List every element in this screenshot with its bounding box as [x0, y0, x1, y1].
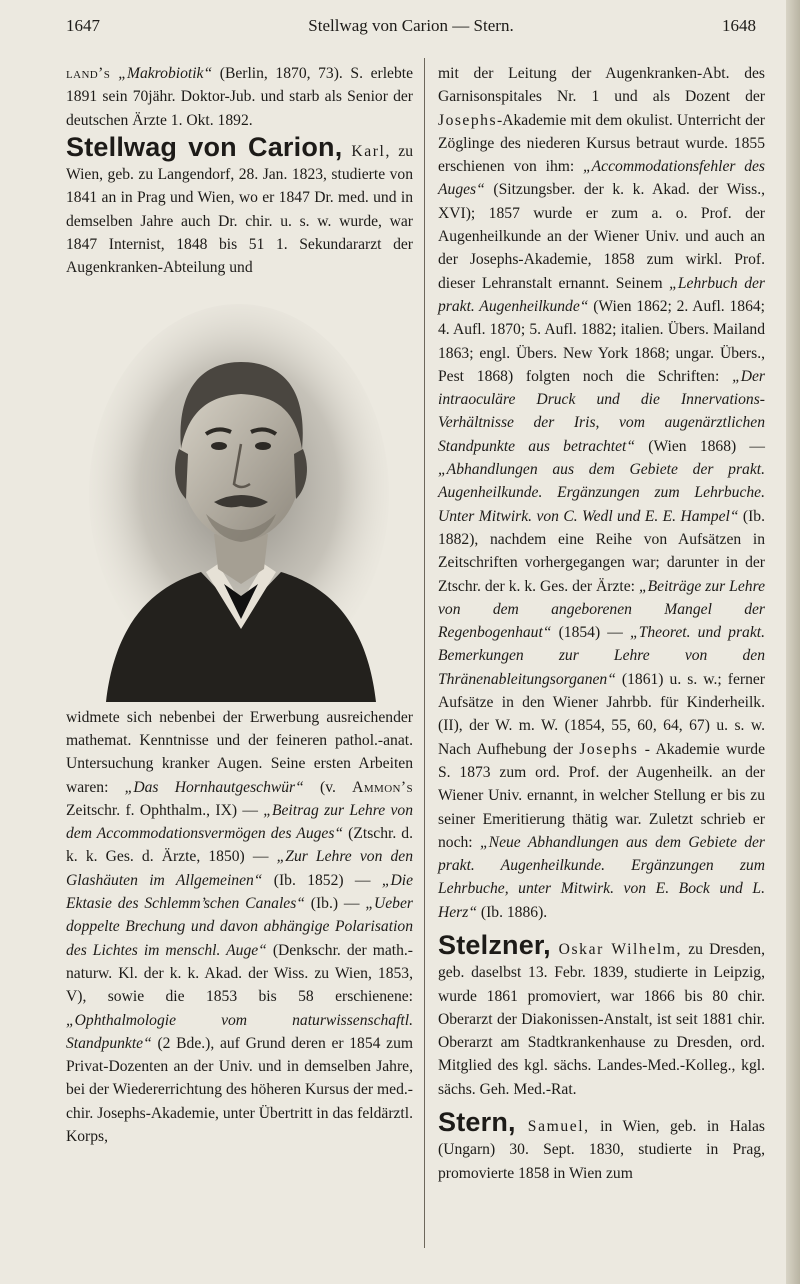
entry-stellwag-continued: widmete sich nebenbei der Erwerbung ausreichender mathemat. Kenntnisse und der feineren pathol.-anat. Untersuchung kranker Augen. Seine ersten Arbeiten waren: „Das Hornhautgeschwür“ (v. Ammon’s Zeitschr. f. Ophthalm., IX) — „Beitrag zur Lehre von dem Accommodationsvermögen des Auges“ (Ztschr. d. k. k. Ges. d. Ärzte, 1850) — „Zur Lehre von den Glashäuten im Allgemeinen“ (Ib. 1852) — „Die Ektasie des Schlemm’schen Canales“ (Ib.) — „Ueber doppelte Brechung und davon abhängige Polarisation des Lichtes im menschl. Auge“ (Denkschr. der math.-naturw. Kl. der k. k. Akad. der Wiss. zu Wien, 1853, V), sowie die 1853 bis 58 erschienene: „Ophthalmologie vom naturwissenschaftl. Standpunkte“ (2 Bde.), auf Grund deren er 1854 zum Privat-Dozenten an der Univ. und in demselben Jahre, bei der Wiedererrichtung des höheren Kursus der med.-chir. Josephs-Akademie, unter Übertritt in das feldärztl. Korps,: [66, 708, 413, 1146]
entry-stellwag-continued-right: mit der Leitung der Augenkranken-Abt. des Garnisonspitales Nr. 1 und als Dozent der Josephs-Akademie mit dem okulist. Unterricht der Zöglinge des niederen Kursus betraut wurde. 1855 erschienen von ihm: „Accommodationsfehler des Auges“ (Sitzungsber. der k. k. Akad. der Wiss., XVI); 1857 wurde er zum a. o. Prof. der Augenheilkunde an der Wiener Univ. und auch an der Josephs-Akademie, 1858 zum wirkl. Prof. dieser Lehranstalt ernannt. Seinem „Lehrbuch der prakt. Augenheilkunde“ (Wien 1862; 2. Aufl. 1864; 4. Aufl. 1870; 5. Aufl. 1882; italien. Übers. Mailand 1863; engl. Übers. New York 1868; ungar. Übers., Pest 1868) folgten noch die Schriften: „Der intraoculäre Druck und die Innervations-Verhältnisse der Iris, vom augenärztlichen Standpunkte aus betrachtet“ (Wien 1868) — „Abhandlungen aus dem Gebiete der prakt. Augenheilkunde. Ergänzungen zum Lehrbuche. Unter Mitwirk. von C. Wedl und E. E. Hampel“ (Ib. 1882), nachdem eine Reihe von Aufsätzen in Zeitschriften vorhergegangen war; darunter in der Ztschr. der k. k. Ges. der Ärzte: „Beiträge zur Lehre von dem angeborenen Mangel der Regenbogenhaut“ (1854) — „Theoret. und prakt. Bemerkungen zur Lehre von den Thränenableitungsorganen“ (1861) u. s. w.; ferner Aufsätze in den Wiener Jahrbb. für Kinderheilk. (II), der W. m. W. (1854, 55, 60, 64, 67) u. s. w. Nach Aufhebung der Josephs - Akademie wurde S. 1873 zum ord. Prof. der Augenheilk. an der Wiener Univ. ernannt, in welcher Stellung er bis zu seiner Emeritierung thätig war. Zuletzt schrieb er noch: „Neue Abhandlungen aus dem Gebiete der prakt. Augenheilkunde. Ergänzungen zum Lehrbuche, unter Mitwirk. von E. Bock und L. Herz“ (Ib. 1886).: [438, 65, 766, 921]
entry-heading: Stern,: [438, 1107, 516, 1138]
running-title: Stellwag von Carion — Stern.: [308, 16, 514, 35]
entry-heading: Stelzner,: [438, 929, 551, 960]
page-number-left: 1647: [66, 16, 100, 35]
entry-stern: Stern, Samuel, in Wien, geb. in Halas (Ungarn) 30. Sept. 1830, studierte in Prag, promovierte 1858 in Wien zum: [438, 1107, 765, 1182]
portrait-engraving: [66, 284, 413, 702]
left-column: [66, 62, 413, 1148]
page-number-right: 1648: [722, 16, 756, 35]
running-header: [66, 12, 756, 38]
entry-heading: Stellwag von Carion,: [66, 131, 343, 162]
continued-entry: land’s „Makrobiotik“ (Berlin, 1870, 73). S. erlebte 1891 sein 70jähr. Doktor-Jub. und starb als Senior der deutschen Ärzte 1. Okt. 1892.: [66, 65, 414, 129]
entry-stelzner: Stelzner, Oskar Wilhelm, zu Dresden, geb. daselbst 13. Febr. 1839, studierte in Leipzig, wurde 1861 promoviert, war 1866 bis 80 chir. Oberarzt der Diakonissen-Anstalt, ist seit 1881 chir. Oberarzt am Stadtkrankenhause zu Dresden, ord. Mitglied des kgl. sächs. Landes-Med.-Kolleg., kgl. sächs. Geh. Med.-Rat.: [438, 929, 766, 1098]
entry-stellwag: Stellwag von Carion, Karl, zu Wien, geb. zu Langendorf, 28. Jan. 1823, studierte von 1841 an in Prag und Wien, wo er 1847 Dr. med. und in demselben Jahre auch Dr. chir. u. s. w. wurde, war 1847 Internist, 1848 bis 51 1. Sekundararzt der Augenkranken-Abteilung und: [66, 131, 413, 277]
column-divider: [424, 58, 425, 1248]
page-edge: [786, 0, 800, 1284]
right-column: [438, 62, 765, 1185]
